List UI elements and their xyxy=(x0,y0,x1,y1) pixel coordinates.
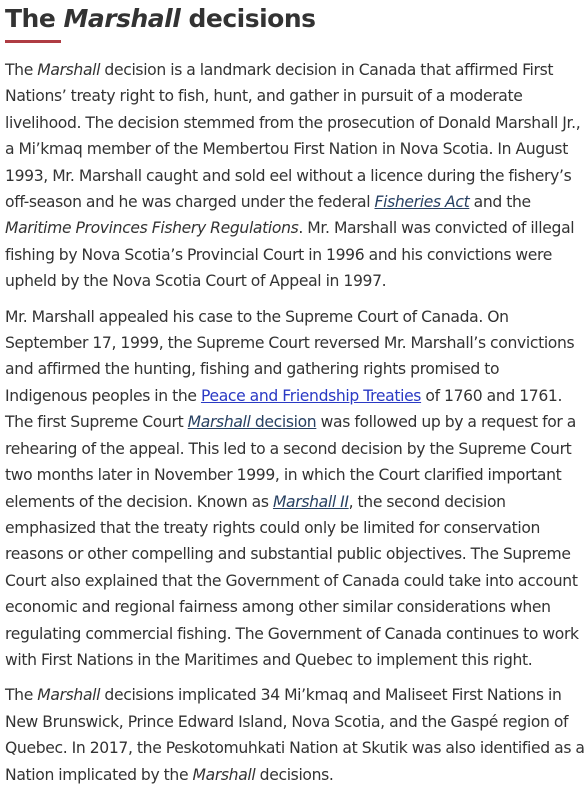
text-span: The xyxy=(5,686,38,705)
text-span: The xyxy=(5,61,38,79)
text-span: and the xyxy=(469,193,531,212)
text-span: decision is a landmark decision in Canada that affirmed First Nations’ treaty right to fish, hunt, and gather in pursuit of a moderate livelihood. The decision stemmed from the prosecution of Donald Marshall Jr., a Mi’kmaq member of the Membertou First Nation in Nova Scotia. In August 1993, Mr. Marshall caught and sold eel without a licence during the fishery’s off-season and he was charged under the federal xyxy=(5,61,581,212)
title-post: decisions xyxy=(180,4,316,33)
title-underline-rule xyxy=(5,40,61,43)
marshall-ii-link[interactable] xyxy=(273,493,349,511)
text-span: Mr. Marshall appealed his case to the Supreme Court of Canada. On September 17, 1999, the Supreme Court reversed Mr. Marshall’s convictions and affirmed the hunting, fishing and gathering rights promised to Indigenous peoples in the xyxy=(5,307,575,405)
link-text: Fisheries Act xyxy=(374,193,470,212)
case-name: Marshall xyxy=(37,61,101,79)
page-title xyxy=(5,0,585,34)
text-span: was followed up by a request for a rehearing of the appeal. This led to a second decision by the Supreme Court two months later in November 1999, in which the Court clarified important elements of the decision. Known as xyxy=(5,413,576,511)
marshall-decision-link[interactable] xyxy=(188,413,317,431)
text-span: . Mr. Marshall was convicted of illegal fishing by Nova Scotia’s Provincial Court in 1996 and his convictions were upheld by the Nova Scotia Court of Appeal in 1997. xyxy=(5,219,575,291)
text-span: decisions. xyxy=(255,765,334,784)
link-text: decision xyxy=(250,413,317,432)
paragraph-3 xyxy=(5,682,585,788)
fisheries-act-link[interactable] xyxy=(375,193,470,211)
text-span: decisions implicated 34 Mi’kmaq and Maliseet First Nations in New Brunswick, Prince Edward Island, Nova Scotia, and the Gaspé region of Quebec. In 2017, the Peskotomuhkati Nation at Skutik was also identified as a Nation implicated by the xyxy=(5,686,585,784)
paragraph-2 xyxy=(5,304,585,674)
text-span: , the second decision emphasized that the treaty rights could only be limited for conservation reasons or other compelling and substantial public objectives. The Supreme Court also explained that the Government of Canada could take into account economic and regional fairness among other similar considerations when regulating commercial fishing. The Government of Canada continues to work with First Nations in the Maritimes and Quebec to implement this right. xyxy=(5,492,579,669)
regulation-name: Maritime Provinces Fishery Regulations xyxy=(5,219,299,238)
title-emphasis: Marshall xyxy=(63,4,181,33)
link-text-emphasis: Marshall xyxy=(187,413,251,432)
peace-and-friendship-treaties-link[interactable]: Peace and Friendship Treaties xyxy=(200,386,422,405)
paragraph-1 xyxy=(5,57,585,295)
case-name: Marshall xyxy=(37,686,101,705)
link-text: Marshall II xyxy=(272,492,349,511)
title-pre: The xyxy=(5,4,64,33)
case-name: Marshall xyxy=(192,765,256,784)
text-span: of 1760 and 1761. The first Supreme Court xyxy=(5,386,563,432)
